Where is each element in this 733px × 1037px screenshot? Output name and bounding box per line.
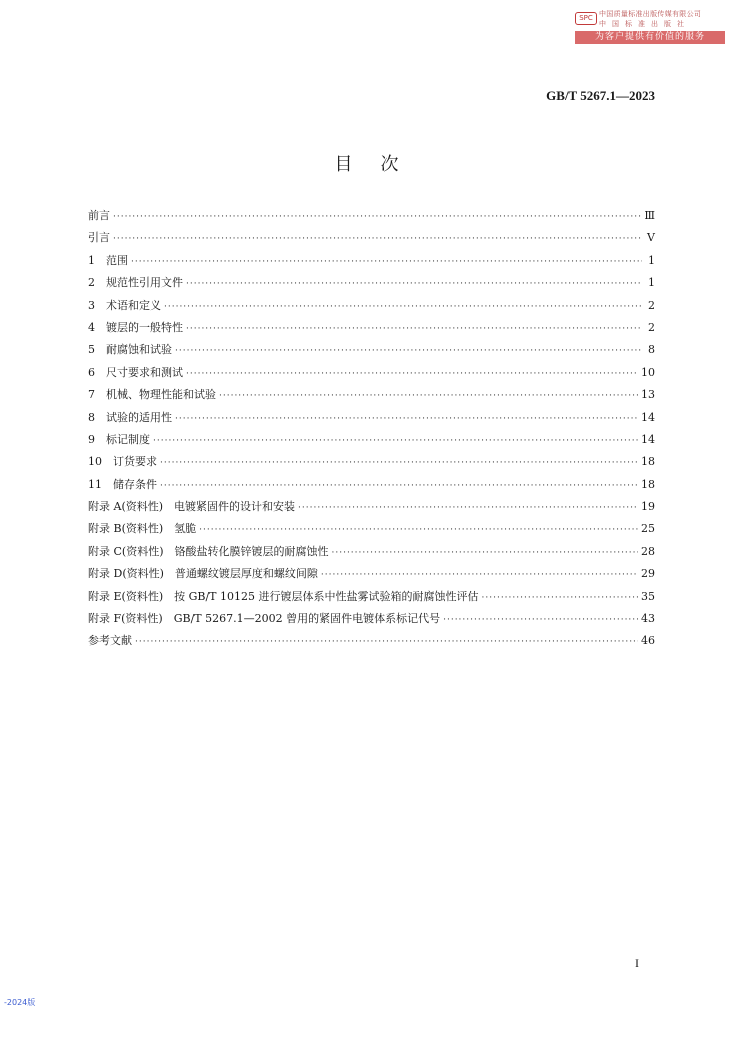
toc-entry-label: 8 试验的适用性 [88, 410, 172, 424]
page-title: 目次 [334, 154, 427, 175]
toc-entry-label: 附录 B(资料性) 氢脆 [88, 522, 197, 536]
toc-entry-page: 13 [641, 388, 655, 402]
toc-entry-page: 14 [641, 432, 655, 446]
standard-number: GB/T 5267.1—2023 [546, 88, 655, 103]
toc-entry[interactable] [88, 297, 655, 319]
toc-leader-dots [131, 257, 642, 267]
page-number: I [635, 956, 639, 970]
toc-entry[interactable] [88, 319, 655, 341]
toc-entry-page: 18 [641, 477, 655, 491]
toc-entry-label: 附录 A(资料性) 电镀紧固件的设计和安装 [88, 500, 296, 514]
toc-entry-label: 2 规范性引用文件 [88, 276, 183, 290]
publisher-stamp [575, 6, 725, 44]
toc-entry[interactable] [88, 341, 655, 363]
toc-entry[interactable] [88, 409, 655, 431]
toc-entry-page: 35 [641, 589, 655, 603]
toc-leader-dots [186, 279, 642, 289]
toc-entry[interactable] [88, 565, 655, 587]
toc-entry[interactable] [88, 476, 655, 498]
toc-leader-dots [298, 503, 638, 513]
toc-leader-dots [186, 369, 638, 379]
toc-entry[interactable] [88, 632, 655, 654]
toc-leader-dots [153, 436, 638, 446]
toc-entry-label: 引言 [88, 231, 110, 245]
toc-leader-dots [443, 615, 638, 625]
toc-entry-page: 10 [641, 365, 655, 379]
publisher-imprint: 中国标准出版社 [599, 20, 690, 28]
toc-entry[interactable] [88, 274, 655, 296]
toc-entry[interactable] [88, 229, 655, 251]
toc-entry-label: 9 标记制度 [88, 432, 150, 446]
toc-entry-page: 8 [648, 343, 655, 357]
toc-leader-dots [482, 593, 638, 603]
toc-entry-page: Ⅲ [644, 209, 655, 222]
toc-entry-page: 43 [641, 612, 655, 626]
toc-leader-dots [332, 548, 639, 558]
toc-entry-label: 附录 E(资料性) 按 GB/T 10125 进行镀层体系中性盐雾试验箱的耐腐蚀性评估 [88, 589, 479, 603]
toc-entry[interactable] [88, 610, 655, 632]
toc-entry-label: 11 储存条件 [88, 477, 157, 491]
toc-leader-dots [321, 570, 638, 580]
toc-entry-page: 14 [641, 410, 655, 424]
toc-leader-dots [219, 391, 638, 401]
toc-leader-dots [135, 637, 638, 647]
toc-entry-label: 10 订货要求 [88, 455, 157, 469]
toc-entry-label: 附录 C(资料性) 铬酸盐转化膜锌镀层的耐腐蚀性 [88, 544, 329, 558]
toc-entry-page: 1 [648, 276, 655, 290]
toc-leader-dots [175, 346, 642, 356]
toc-entry-label: 6 尺寸要求和测试 [88, 365, 183, 379]
toc-entry-label: 5 耐腐蚀和试验 [88, 343, 172, 357]
publisher-name: 中国质量标准出版传媒有限公司 [599, 10, 702, 18]
toc-entry-label: 3 术语和定义 [88, 298, 161, 312]
toc-entry-page: 25 [641, 522, 655, 536]
toc-leader-dots [164, 302, 642, 312]
toc-entry-page: 1 [648, 253, 655, 267]
toc-leader-dots [175, 414, 638, 424]
publisher-logo: SPC [575, 12, 597, 25]
toc-entry[interactable] [88, 207, 655, 229]
toc-entry-page: Ⅴ [647, 231, 655, 245]
toc-entry-label: 前言 [88, 209, 110, 222]
toc-entry-label: 附录 F(资料性) GB/T 5267.1—2002 曾用的紧固件电镀体系标记代号 [88, 612, 441, 626]
toc-entry[interactable] [88, 252, 655, 274]
toc-entry-page: 2 [648, 298, 655, 312]
toc-leader-dots [160, 481, 638, 491]
toc-entry[interactable] [88, 543, 655, 565]
toc-entry-page: 46 [641, 634, 655, 648]
edition-note: -2024版 [4, 998, 36, 1007]
toc-entry-page: 28 [641, 544, 655, 558]
toc-entry-page: 29 [641, 567, 655, 581]
toc-entry[interactable] [88, 520, 655, 542]
toc-leader-dots [186, 324, 642, 334]
toc-entry-page: 18 [641, 455, 655, 469]
toc-entry-label: 4 镀层的一般特性 [88, 320, 183, 334]
table-of-contents [88, 207, 655, 655]
toc-entry[interactable] [88, 431, 655, 453]
toc-entry[interactable] [88, 588, 655, 610]
toc-entry[interactable] [88, 386, 655, 408]
toc-entry[interactable] [88, 453, 655, 475]
toc-entry-page: 19 [641, 500, 655, 514]
toc-entry-page: 2 [648, 320, 655, 334]
toc-entry[interactable] [88, 498, 655, 520]
toc-entry[interactable] [88, 364, 655, 386]
toc-entry-label: 7 机械、物理性能和试验 [88, 388, 216, 402]
toc-leader-dots [113, 234, 642, 244]
toc-leader-dots [160, 458, 638, 468]
toc-entry-label: 附录 D(资料性) 普通螺纹镀层厚度和螺纹间隙 [88, 567, 318, 581]
toc-leader-dots [199, 525, 638, 535]
toc-leader-dots [113, 212, 641, 222]
toc-entry-label: 1 范围 [88, 253, 128, 267]
publisher-slogan: 为客户提供有价值的服务 [575, 31, 725, 44]
toc-entry-label: 参考文献 [88, 634, 132, 648]
